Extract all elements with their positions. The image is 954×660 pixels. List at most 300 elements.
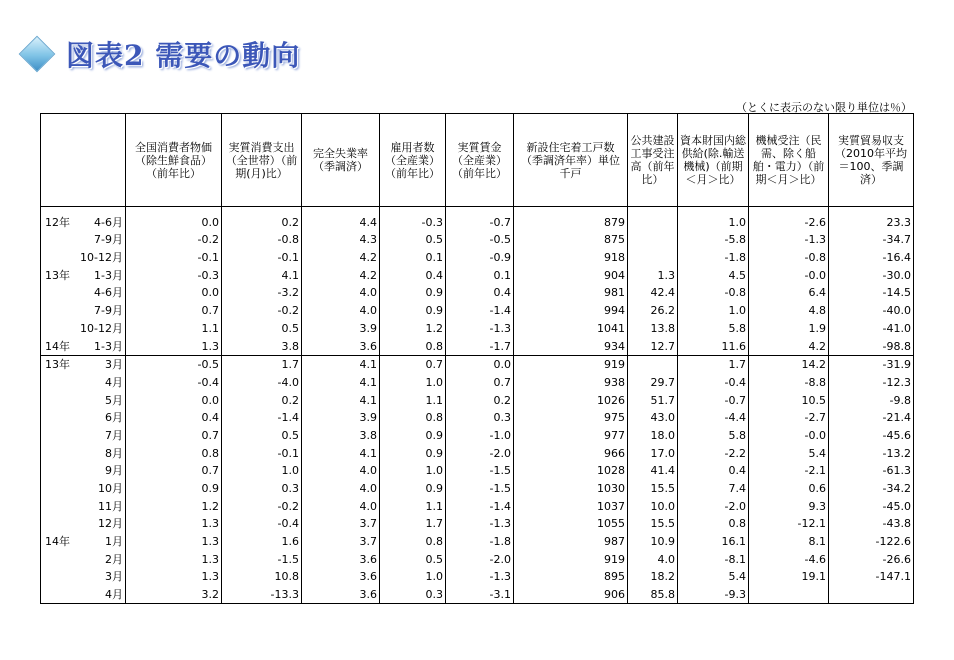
table-cell: -0.2 xyxy=(222,301,302,319)
table-cell: 0.8 xyxy=(380,337,446,355)
table-cell: 4.0 xyxy=(302,497,380,515)
page-title-block xyxy=(18,34,300,74)
table-cell: -98.8 xyxy=(829,337,914,355)
table-cell: -2.0 xyxy=(678,497,749,515)
table-cell: -14.5 xyxy=(829,284,914,302)
table-cell: 3.9 xyxy=(302,319,380,337)
period-text: 12月 xyxy=(98,517,123,531)
table-cell: -41.0 xyxy=(829,319,914,337)
column-header: 実質貿易収支（2010年平均＝100、季調済） xyxy=(829,114,914,207)
period-label xyxy=(41,568,126,586)
table-cell: 9.3 xyxy=(749,497,829,515)
table-cell: 1.3 xyxy=(126,337,222,355)
table-cell: 875 xyxy=(514,231,628,249)
table-cell: 0.5 xyxy=(380,231,446,249)
period-text: 3月 xyxy=(105,358,123,372)
table-cell: -0.7 xyxy=(678,391,749,409)
table-cell: 0.7 xyxy=(126,426,222,444)
table-cell: 0.2 xyxy=(222,207,302,231)
table-cell: 5.8 xyxy=(678,426,749,444)
table-cell: 0.0 xyxy=(126,391,222,409)
table-cell: 1.3 xyxy=(126,532,222,550)
column-header: 新設住宅着工戸数（季調済年率）単位 千戸 xyxy=(514,114,628,207)
table-cell: -9.8 xyxy=(829,391,914,409)
period-label xyxy=(41,248,126,266)
table-cell: 938 xyxy=(514,373,628,391)
year-label: 13年 xyxy=(45,358,70,372)
period-label xyxy=(41,532,126,550)
table-cell: 8.1 xyxy=(749,532,829,550)
table-cell: 41.4 xyxy=(628,462,678,480)
table-cell: -1.3 xyxy=(446,319,514,337)
table-cell: 879 xyxy=(514,207,628,231)
table-cell: 4.0 xyxy=(302,479,380,497)
period-text: 10-12月 xyxy=(80,321,123,335)
table-cell: 6.4 xyxy=(749,284,829,302)
table-cell: 29.7 xyxy=(628,373,678,391)
table-cell: -0.2 xyxy=(222,497,302,515)
table-cell: 0.9 xyxy=(380,301,446,319)
table-cell: -1.8 xyxy=(678,248,749,266)
table-cell: -0.5 xyxy=(446,231,514,249)
period-label xyxy=(41,207,126,231)
period-text: 9月 xyxy=(105,464,123,478)
table-cell: -0.2 xyxy=(126,231,222,249)
table-cell: 934 xyxy=(514,337,628,355)
table-cell: 1037 xyxy=(514,497,628,515)
period-label xyxy=(41,391,126,409)
period-text: 7-9月 xyxy=(94,304,123,318)
table-cell: 0.8 xyxy=(380,409,446,427)
period-label xyxy=(41,301,126,319)
table-body xyxy=(41,207,914,604)
table-cell: 1030 xyxy=(514,479,628,497)
table-row xyxy=(41,568,914,586)
table-cell: -0.7 xyxy=(446,207,514,231)
year-label: 12年 xyxy=(45,215,70,229)
table-cell: -1.3 xyxy=(749,231,829,249)
table-cell: 1.0 xyxy=(222,462,302,480)
table-cell: -0.3 xyxy=(126,266,222,284)
table-cell: 0.1 xyxy=(380,248,446,266)
table-cell: -45.0 xyxy=(829,497,914,515)
table-cell: 5.4 xyxy=(678,568,749,586)
year-label: 14年 xyxy=(45,535,70,549)
table-row xyxy=(41,319,914,337)
table-cell: -31.9 xyxy=(829,355,914,373)
table-cell: 1.6 xyxy=(222,532,302,550)
table-cell: -1.3 xyxy=(446,568,514,586)
table-cell: 0.0 xyxy=(446,355,514,373)
table-cell: 4.1 xyxy=(302,373,380,391)
table-cell: 4.4 xyxy=(302,207,380,231)
table-cell: 0.3 xyxy=(446,409,514,427)
table-cell: 0.7 xyxy=(126,462,222,480)
period-text: 6月 xyxy=(105,411,123,425)
table-cell: -0.1 xyxy=(126,248,222,266)
table-cell: -0.5 xyxy=(126,355,222,373)
table-cell: 1028 xyxy=(514,462,628,480)
table-cell: -2.7 xyxy=(749,409,829,427)
table-cell: -13.2 xyxy=(829,444,914,462)
year-label: 14年 xyxy=(45,339,70,353)
table-cell: 0.0 xyxy=(126,284,222,302)
table-cell: 1.1 xyxy=(380,497,446,515)
period-label xyxy=(41,373,126,391)
table-cell: 0.7 xyxy=(126,301,222,319)
table-cell: 919 xyxy=(514,550,628,568)
year-label: 13年 xyxy=(45,268,70,282)
table-cell: 0.0 xyxy=(126,207,222,231)
table-cell: -26.6 xyxy=(829,550,914,568)
table-cell: -0.8 xyxy=(678,284,749,302)
table-cell: 15.5 xyxy=(628,479,678,497)
table-cell: 1026 xyxy=(514,391,628,409)
table-cell: 1.3 xyxy=(126,515,222,533)
table-cell: 4.2 xyxy=(302,248,380,266)
table-cell: 0.8 xyxy=(380,532,446,550)
table-cell: 0.2 xyxy=(446,391,514,409)
table-cell: 15.5 xyxy=(628,515,678,533)
period-text: 4月 xyxy=(105,375,123,389)
table-cell: 3.2 xyxy=(126,585,222,603)
period-text: 1-3月 xyxy=(94,268,123,282)
table-cell: 3.6 xyxy=(302,337,380,355)
table-cell: -34.7 xyxy=(829,231,914,249)
period-text: 8月 xyxy=(105,446,123,460)
table-row xyxy=(41,497,914,515)
period-text: 1-3月 xyxy=(94,339,123,353)
period-text: 4-6月 xyxy=(94,286,123,300)
table-cell: 17.0 xyxy=(628,444,678,462)
table-cell: 10.0 xyxy=(628,497,678,515)
table-cell: 51.7 xyxy=(628,391,678,409)
table-cell: -1.3 xyxy=(446,515,514,533)
table-cell: 3.8 xyxy=(302,426,380,444)
table-cell: 3.7 xyxy=(302,532,380,550)
column-header: 雇用者数（全産業）（前年比） xyxy=(380,114,446,207)
table-cell xyxy=(829,585,914,603)
table-row xyxy=(41,266,914,284)
table-cell: 4.3 xyxy=(302,231,380,249)
period-text: 3月 xyxy=(105,570,123,584)
period-label xyxy=(41,585,126,603)
period-label xyxy=(41,355,126,373)
demand-trend-table xyxy=(40,113,914,604)
table-cell: 0.8 xyxy=(126,444,222,462)
period-label xyxy=(41,409,126,427)
table-cell: 0.4 xyxy=(446,284,514,302)
table-cell: -1.7 xyxy=(446,337,514,355)
table-cell: -3.1 xyxy=(446,585,514,603)
table-cell: 0.9 xyxy=(380,444,446,462)
table-cell: -2.6 xyxy=(749,207,829,231)
period-text: 7-9月 xyxy=(94,233,123,247)
table-cell: 4.1 xyxy=(302,355,380,373)
table-cell: 3.6 xyxy=(302,568,380,586)
table-cell: -2.0 xyxy=(446,550,514,568)
period-text: 1月 xyxy=(105,535,123,549)
table-cell: -61.3 xyxy=(829,462,914,480)
table-cell xyxy=(628,355,678,373)
table-row xyxy=(41,550,914,568)
table-cell: -2.2 xyxy=(678,444,749,462)
table-cell: 4.0 xyxy=(302,301,380,319)
table-cell: 4.2 xyxy=(749,337,829,355)
table-cell: -1.5 xyxy=(222,550,302,568)
table-cell: 1.9 xyxy=(749,319,829,337)
table-cell: 0.9 xyxy=(126,479,222,497)
table-cell: 4.1 xyxy=(302,391,380,409)
table-cell: -122.6 xyxy=(829,532,914,550)
table-row xyxy=(41,207,914,231)
table-row xyxy=(41,426,914,444)
table-row xyxy=(41,532,914,550)
period-label xyxy=(41,319,126,337)
table-cell: -30.0 xyxy=(829,266,914,284)
period-label xyxy=(41,497,126,515)
table-cell: -0.0 xyxy=(749,266,829,284)
table-cell: -2.1 xyxy=(749,462,829,480)
period-text: 5月 xyxy=(105,393,123,407)
table-cell: 906 xyxy=(514,585,628,603)
table-cell: -12.1 xyxy=(749,515,829,533)
column-header: 実質消費支出（全世帯）（前期(月)比） xyxy=(222,114,302,207)
table-cell: 0.5 xyxy=(222,426,302,444)
table-cell: -2.0 xyxy=(446,444,514,462)
table-cell: 0.4 xyxy=(678,462,749,480)
table-cell: -0.4 xyxy=(222,515,302,533)
table-cell: 10.8 xyxy=(222,568,302,586)
table-cell: 0.6 xyxy=(749,479,829,497)
table-cell: -8.1 xyxy=(678,550,749,568)
table-cell: 1.0 xyxy=(678,207,749,231)
table-cell: -5.8 xyxy=(678,231,749,249)
table-cell: 975 xyxy=(514,409,628,427)
table-cell: 12.7 xyxy=(628,337,678,355)
table-cell: 1.0 xyxy=(380,373,446,391)
table-row xyxy=(41,231,914,249)
table-cell: 1.1 xyxy=(126,319,222,337)
unit-note: （とくに表示のない限り単位は％） xyxy=(736,101,912,114)
table-cell: 0.7 xyxy=(380,355,446,373)
period-label xyxy=(41,266,126,284)
table-cell: 1.1 xyxy=(380,391,446,409)
table-cell: 0.8 xyxy=(678,515,749,533)
table-cell: -0.1 xyxy=(222,248,302,266)
column-header: 実質賃金（全産業）（前年比） xyxy=(446,114,514,207)
table-cell: -12.3 xyxy=(829,373,914,391)
table-cell: 4.1 xyxy=(302,444,380,462)
table-cell: -0.8 xyxy=(222,231,302,249)
table-cell: 3.8 xyxy=(222,337,302,355)
table-cell: 987 xyxy=(514,532,628,550)
period-text: 2月 xyxy=(105,552,123,566)
table-cell: 0.4 xyxy=(380,266,446,284)
table-row xyxy=(41,355,914,373)
table-row xyxy=(41,284,914,302)
table-cell: -45.6 xyxy=(829,426,914,444)
table-cell: 3.6 xyxy=(302,585,380,603)
column-header: 全国消費者物価（除生鮮食品）（前年比） xyxy=(126,114,222,207)
table-cell: 1041 xyxy=(514,319,628,337)
table-cell: 1.0 xyxy=(380,568,446,586)
table-row xyxy=(41,248,914,266)
table-cell xyxy=(628,248,678,266)
table-cell: -0.3 xyxy=(380,207,446,231)
table-cell: 43.0 xyxy=(628,409,678,427)
table-cell: 0.9 xyxy=(380,426,446,444)
table-cell: 85.8 xyxy=(628,585,678,603)
table-cell: 1055 xyxy=(514,515,628,533)
period-label xyxy=(41,462,126,480)
header-row xyxy=(41,114,914,207)
table-cell: -0.4 xyxy=(678,373,749,391)
period-label xyxy=(41,337,126,355)
table-cell: 5.4 xyxy=(749,444,829,462)
table-cell: 1.0 xyxy=(380,462,446,480)
table-cell: 18.0 xyxy=(628,426,678,444)
table-cell: -43.8 xyxy=(829,515,914,533)
period-label xyxy=(41,444,126,462)
table-cell: 10.9 xyxy=(628,532,678,550)
table-cell: 966 xyxy=(514,444,628,462)
table-cell: 0.7 xyxy=(446,373,514,391)
diamond-bullet-icon xyxy=(19,36,56,73)
table-cell: 895 xyxy=(514,568,628,586)
table-cell: -1.5 xyxy=(446,462,514,480)
table-cell: -16.4 xyxy=(829,248,914,266)
table-cell: 0.3 xyxy=(222,479,302,497)
column-header: 機械受注（民需、除く船舶・電力）（前期＜月＞比） xyxy=(749,114,829,207)
column-header: 完全失業率（季調済） xyxy=(302,114,380,207)
table-cell: 1.7 xyxy=(222,355,302,373)
table-cell xyxy=(749,585,829,603)
table-cell: 904 xyxy=(514,266,628,284)
table-cell: -0.4 xyxy=(126,373,222,391)
table-cell: 1.2 xyxy=(126,497,222,515)
table-row xyxy=(41,444,914,462)
table-cell: 4.0 xyxy=(628,550,678,568)
table-cell: 0.5 xyxy=(380,550,446,568)
table-cell: 4.2 xyxy=(302,266,380,284)
period-label xyxy=(41,515,126,533)
table-cell: -1.0 xyxy=(446,426,514,444)
period-text: 11月 xyxy=(98,499,123,513)
column-header: 公共建設工事受注高（前年比） xyxy=(628,114,678,207)
table-cell: -0.1 xyxy=(222,444,302,462)
table-cell: -34.2 xyxy=(829,479,914,497)
table-cell: 14.2 xyxy=(749,355,829,373)
table-cell: -40.0 xyxy=(829,301,914,319)
table-cell: 18.2 xyxy=(628,568,678,586)
table-cell: 0.4 xyxy=(126,409,222,427)
table-cell: -0.0 xyxy=(749,426,829,444)
table-cell: 13.8 xyxy=(628,319,678,337)
table-row xyxy=(41,337,914,355)
table-cell: 19.1 xyxy=(749,568,829,586)
table-row xyxy=(41,301,914,319)
table-cell: -4.4 xyxy=(678,409,749,427)
table-cell: -1.4 xyxy=(446,497,514,515)
table-row xyxy=(41,373,914,391)
table-cell: 4.5 xyxy=(678,266,749,284)
table-cell: 10.5 xyxy=(749,391,829,409)
table-cell: 4.0 xyxy=(302,462,380,480)
table-cell: 4.8 xyxy=(749,301,829,319)
table-cell: -1.4 xyxy=(222,409,302,427)
period-text: 10月 xyxy=(98,482,123,495)
period-label xyxy=(41,479,126,497)
period-label xyxy=(41,426,126,444)
table-cell: 918 xyxy=(514,248,628,266)
table-cell: 0.5 xyxy=(222,319,302,337)
table-cell: 1.3 xyxy=(126,550,222,568)
table-cell: 3.6 xyxy=(302,550,380,568)
table-row xyxy=(41,585,914,603)
table-cell: 1.0 xyxy=(678,301,749,319)
table-cell: 4.1 xyxy=(222,266,302,284)
column-header: 資本財国内総供給(除.輸送機械)（前期＜月＞比） xyxy=(678,114,749,207)
table-cell: 977 xyxy=(514,426,628,444)
table-row xyxy=(41,409,914,427)
table-cell: 42.4 xyxy=(628,284,678,302)
table-cell: -3.2 xyxy=(222,284,302,302)
table-cell: -8.8 xyxy=(749,373,829,391)
table-cell: 0.9 xyxy=(380,479,446,497)
table-cell: 1.2 xyxy=(380,319,446,337)
table-cell: 919 xyxy=(514,355,628,373)
period-label xyxy=(41,231,126,249)
period-text: 10-12月 xyxy=(80,251,123,265)
period-text: 7月 xyxy=(105,428,123,442)
table-cell: -147.1 xyxy=(829,568,914,586)
table-cell: 0.2 xyxy=(222,391,302,409)
table-cell: 0.9 xyxy=(380,284,446,302)
table-cell: 1.3 xyxy=(126,568,222,586)
period-label xyxy=(41,284,126,302)
table-cell: -21.4 xyxy=(829,409,914,427)
table-cell: -1.8 xyxy=(446,532,514,550)
table-row xyxy=(41,479,914,497)
table-cell: 1.7 xyxy=(380,515,446,533)
table-cell: 26.2 xyxy=(628,301,678,319)
table-cell: 7.4 xyxy=(678,479,749,497)
period-text: 4-6月 xyxy=(94,215,123,229)
table-cell: 1.3 xyxy=(628,266,678,284)
period-label xyxy=(41,550,126,568)
table-cell: 23.3 xyxy=(829,207,914,231)
table-cell: 5.8 xyxy=(678,319,749,337)
table-row xyxy=(41,462,914,480)
table-cell: 1.7 xyxy=(678,355,749,373)
table-cell: 3.9 xyxy=(302,409,380,427)
table-cell: -0.9 xyxy=(446,248,514,266)
table-cell: 994 xyxy=(514,301,628,319)
table-row xyxy=(41,515,914,533)
table-cell: 0.3 xyxy=(380,585,446,603)
page-title: 図表2 需要の動向 xyxy=(66,39,301,72)
table-cell: -0.8 xyxy=(749,248,829,266)
table-cell: -4.0 xyxy=(222,373,302,391)
table-cell xyxy=(628,231,678,249)
table-cell: 981 xyxy=(514,284,628,302)
table-cell: -13.3 xyxy=(222,585,302,603)
table-cell: -9.3 xyxy=(678,585,749,603)
table-cell: 11.6 xyxy=(678,337,749,355)
table-cell: -1.5 xyxy=(446,479,514,497)
table-cell: 4.0 xyxy=(302,284,380,302)
